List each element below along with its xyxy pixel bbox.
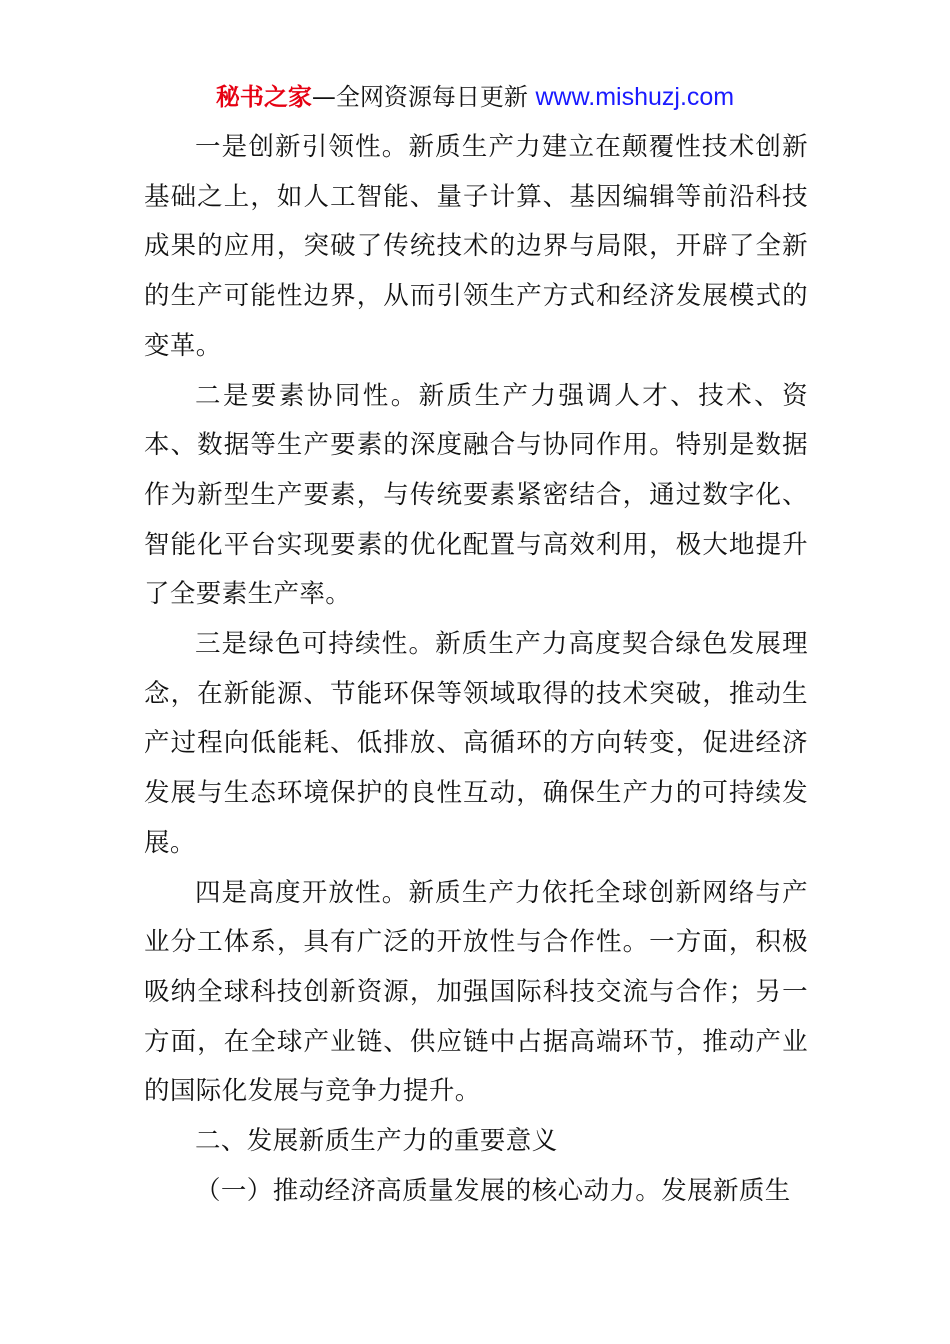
brand-name: 秘书之家 (215, 83, 312, 111)
section-heading: 二、发展新质生产力的重要意义 (195, 1126, 558, 1157)
document-body (144, 123, 808, 1216)
paragraph-sustainability: 三是绿色可持续性。新质生产力高度契合绿色发展理念，在新能源、节能环保等领域取得的技术突破，推动生产过程向低能耗、低排放、高循环的方向转变，促进经济发展与生态环境保护的良性互动，确保生产力的可持续发展。 (144, 629, 808, 858)
page-header (0, 80, 950, 114)
site-url-link[interactable]: www.mishuzj.com (535, 83, 735, 111)
paragraph-openness: 四是高度开放性。新质生产力依托全球创新网络与产业分工体系，具有广泛的开放性与合作性。一方面，积极吸纳全球科技创新资源，加强国际科技交流与合作；另一方面，在全球产业链、供应链中占据高端环节，推动产业的国际化发展与竞争力提升。 (144, 877, 808, 1107)
paragraph-innovation: 一是创新引领性。新质生产力建立在颠覆性技术创新基础之上，如人工智能、量子计算、基因编辑等前沿科技成果的应用，突破了传统技术的边界与局限，开辟了全新的生产可能性边界，从而引领生产方式和经济发展模式的变革。 (144, 132, 808, 361)
header-tagline: —全网资源每日更新 (311, 83, 528, 111)
paragraph-synergy: 二是要素协同性。新质生产力强调人才、技术、资本、数据等生产要素的深度融合与协同作用。特别是数据作为新型生产要素，与传统要素紧密结合，通过数字化、智能化平台实现要素的优化配置与高效利用，极大地提升了全要素生产率。 (144, 380, 808, 610)
paragraph-core-driver: （一）推动经济高质量发展的核心动力。发展新质生 (195, 1175, 791, 1206)
